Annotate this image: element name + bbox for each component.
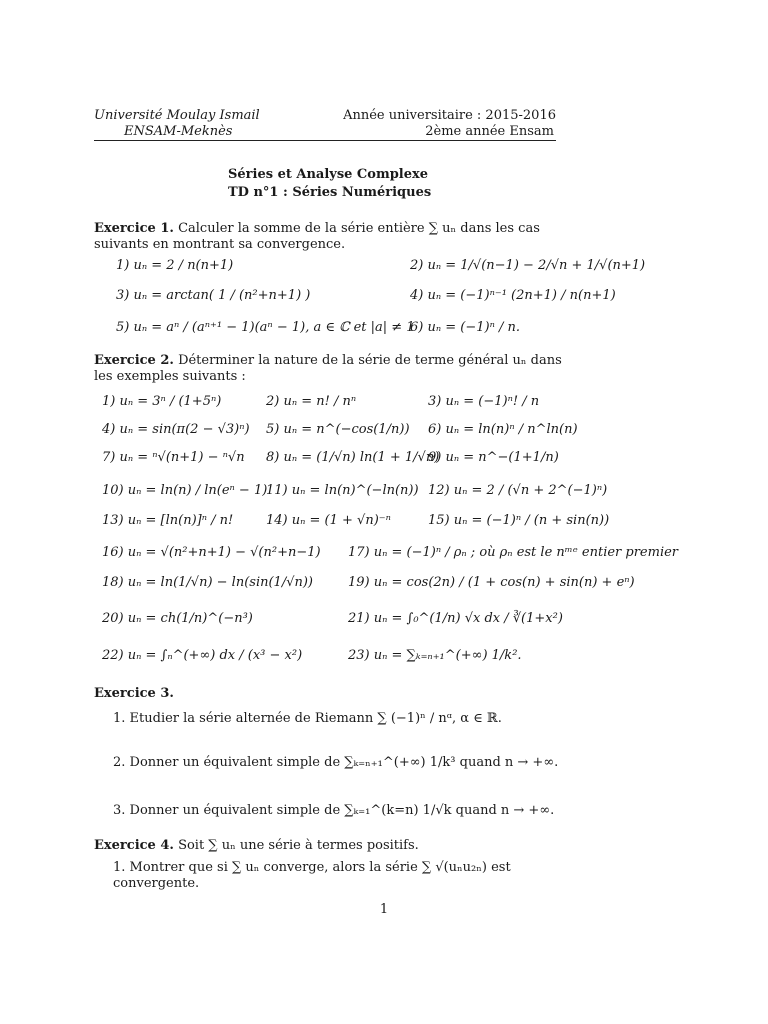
ex1-item-6: 6) uₙ = (−1)ⁿ / n. (410, 320, 520, 335)
ex2-item-22: 22) uₙ = ∫ₙ^(+∞) dx / (x³ − x²) (102, 648, 303, 663)
ex2-item-10: 10) uₙ = ln(n) / ln(eⁿ − 1) (102, 483, 268, 498)
ex2-item-2: 2) uₙ = n! / nⁿ (266, 394, 357, 409)
ex2-item-13: 13) uₙ = [ln(n)]ⁿ / n! (102, 513, 234, 528)
ex4-item-1: 1. Montrer que si ∑ uₙ converge, alors la série ∑ √(uₙu₂ₙ) est convergente. (113, 860, 511, 891)
ex1-item-3: 3) uₙ = arctan( 1 / (n²+n+1) ) (116, 288, 311, 303)
ex2-item-7: 7) uₙ = ⁿ√(n+1) − ⁿ√n (102, 450, 245, 465)
page-number: 1 (379, 902, 389, 917)
ex2-item-4: 4) uₙ = sin(π(2 − √3)ⁿ) (102, 422, 250, 437)
ex2-item-17: 17) uₙ = (−1)ⁿ / ρₙ ; où ρₙ est le nᵐᵉ entier premier (348, 545, 679, 560)
ex2-item-11: 11) uₙ = ln(n)^(−ln(n)) (266, 483, 419, 498)
ex2-item-23: 23) uₙ = ∑ₖ₌ₙ₊₁^(+∞) 1/k². (348, 648, 522, 663)
exercise-2-title: Exercice 2. (94, 353, 174, 368)
exercise-4-title: Exercice 4. (94, 838, 174, 853)
exercise-1-title: Exercice 1. (94, 221, 174, 236)
td-title: TD n°1 : Séries Numériques (228, 185, 432, 200)
header-divider (94, 140, 556, 141)
ex2-item-9: 9) uₙ = n^−(1+1/n) (428, 450, 559, 465)
ex2-item-18: 18) uₙ = ln(1/√n) − ln(sin(1/√n)) (102, 575, 314, 590)
ex2-item-12: 12) uₙ = 2 / (√n + 2^(−1)ⁿ) (428, 483, 608, 498)
exercise-1 (94, 221, 564, 253)
school-name: ENSAM-Meknès (124, 124, 233, 139)
document-titles (228, 166, 431, 202)
course-title: Séries et Analyse Complexe (228, 167, 429, 182)
ex3-item-2: 2. Donner un équivalent simple de ∑ₖ₌ₙ₊₁^(+∞) 1/k³ quand n → +∞. (113, 755, 559, 770)
exercise-3 (94, 686, 564, 702)
ex2-item-6: 6) uₙ = ln(n)ⁿ / n^ln(n) (428, 422, 578, 437)
exercise-2-statement: Déterminer la nature de la série de terme général uₙ dans les exemples suivants : (94, 353, 562, 384)
ex2-item-20: 20) uₙ = ch(1/n)^(−n³) (102, 611, 253, 626)
exercise-3-title: Exercice 3. (94, 686, 174, 701)
ex2-item-5: 5) uₙ = n^(−cos(1/n)) (266, 422, 410, 437)
ex2-item-8: 8) uₙ = (1/√n) ln(1 + 1/√n) (266, 450, 440, 465)
ex3-item-1: 1. Etudier la série alternée de Riemann ∑ (−1)ⁿ / nᵅ, α ∈ ℝ. (113, 711, 502, 726)
academic-year: Année universitaire : 2015-2016 (343, 108, 556, 123)
ex2-item-21: 21) uₙ = ∫₀^(1/n) √x dx / ∛(1+x²) (348, 611, 563, 626)
ex1-item-5: 5) uₙ = aⁿ / (aⁿ⁺¹ − 1)(aⁿ − 1), a ∈ ℂ et |a| ≠ 1 (116, 320, 415, 335)
exercise-4-statement: Soit ∑ uₙ une série à termes positifs. (178, 838, 419, 853)
study-level: 2ème année Ensam (425, 124, 554, 139)
ex1-item-4: 4) uₙ = (−1)ⁿ⁻¹ (2n+1) / n(n+1) (410, 288, 616, 303)
ex2-item-19: 19) uₙ = cos(2n) / (1 + cos(n) + sin(n) + eⁿ) (348, 575, 635, 590)
exercise-4-items (113, 860, 573, 892)
university-name: Université Moulay Ismail (94, 108, 260, 123)
ex2-item-3: 3) uₙ = (−1)ⁿ! / n (428, 394, 540, 409)
exercise-1-statement: Calculer la somme de la série entière ∑ uₙ dans les cas suivants en montrant sa convergence. (94, 221, 540, 252)
exercise-4 (94, 838, 564, 854)
ex1-item-1: 1) uₙ = 2 / n(n+1) (116, 258, 234, 273)
exercise-2 (94, 353, 564, 385)
ex2-item-14: 14) uₙ = (1 + √n)⁻ⁿ (266, 513, 391, 528)
ex2-item-15: 15) uₙ = (−1)ⁿ / (n + sin(n)) (428, 513, 610, 528)
ex2-item-16: 16) uₙ = √(n²+n+1) − √(n²+n−1) (102, 545, 321, 560)
ex1-item-2: 2) uₙ = 1/√(n−1) − 2/√n + 1/√(n+1) (410, 258, 646, 273)
document-header (94, 108, 556, 140)
ex2-item-1: 1) uₙ = 3ⁿ / (1+5ⁿ) (102, 394, 222, 409)
ex3-item-3: 3. Donner un équivalent simple de ∑ₖ₌₁^(k=n) 1/√k quand n → +∞. (113, 803, 555, 818)
